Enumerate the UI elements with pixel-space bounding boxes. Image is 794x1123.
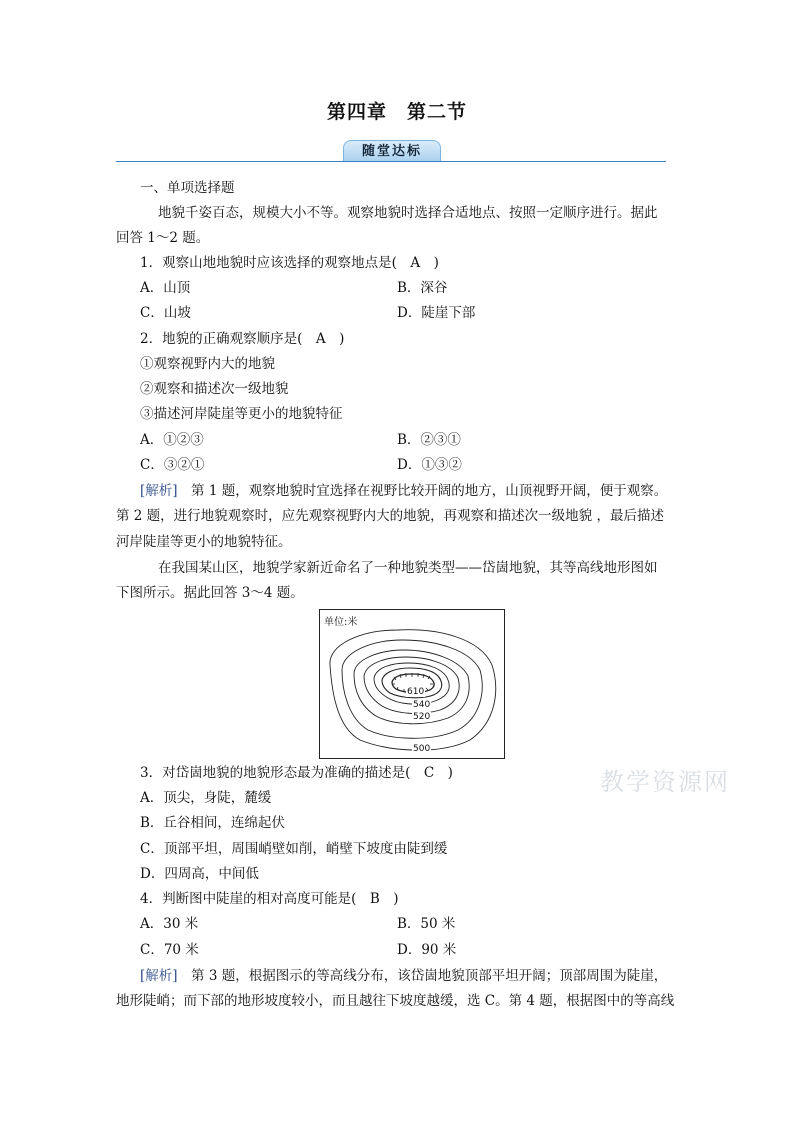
analysis2-line1 (140, 967, 667, 985)
analysis-tag: [解析] (140, 968, 178, 984)
intro1-line2: 回答 1～2 题。 (116, 230, 210, 246)
q3-option-a: A．顶尖，身陡，麓缓 (140, 790, 272, 806)
q2-statement-2: ②观察和描述次一级地貌 (140, 381, 289, 397)
contour-label-500: 500 (413, 744, 431, 754)
q4-stem: 4．判断图中陡崖的相对高度可能是( B ) (140, 891, 399, 907)
contour-label-610: 610 (407, 687, 425, 697)
contour-map (319, 609, 505, 759)
q1-option-c: C．山坡 (140, 305, 191, 321)
q4-option-a: A．30 米 (140, 916, 199, 932)
q4-option-d: D．90 米 (397, 942, 457, 958)
q2-option-d: D．①③② (397, 457, 462, 473)
analysis2-line2: 地形陡峭；而下部的地形坡度较小，而且越往下坡度越缓，选 C。第 4 题，根据图中的等高线 (116, 993, 675, 1009)
q2-statement-3: ③描述河岸陡崖等更小的地貌特征 (140, 406, 343, 422)
intro1-line1: 地貌千姿百态，规模大小不等。观察地貌时选择合适地点、按照一定顺序进行。据此 (158, 205, 658, 221)
q3-option-c: C．顶部平坦，周围峭壁如削，峭壁下坡度由陡到缓 (140, 841, 448, 857)
analysis1-line2: 第 2 题，进行地貌观察时，应先观察视野内大的地貌，再观察和描述次一级地貌 ，最后描述 (116, 508, 664, 524)
q4-option-c: C．70 米 (140, 942, 199, 958)
intro2-line2: 下图所示。据此回答 3～4 题。 (116, 585, 304, 601)
q2-stem: 2．地貌的正确观察顺序是( A ) (140, 331, 345, 347)
analysis1-line3: 河岸陡崖等更小的地貌特征。 (116, 534, 292, 550)
intro2-line1: 在我国某山区，地貌学家新近命名了一种地貌类型——岱崮地貌，其等高线地形图如 (158, 560, 658, 576)
q3-option-d: D．四周高，中间低 (140, 866, 259, 882)
q1-stem: 1．观察山地地貌时应该选择的观察地点是( A ) (140, 255, 439, 271)
q1-option-a: A．山顶 (140, 280, 191, 296)
watermark: 教学资源网 (600, 768, 730, 796)
q2-statement-1: ①观察视野内大的地貌 (140, 356, 275, 372)
q1-option-b: B．深谷 (397, 280, 448, 296)
analysis1-line1 (140, 482, 667, 500)
q2-option-b: B．②③① (397, 432, 461, 448)
header-divider (116, 161, 666, 162)
page-title: 第四章 第二节 (326, 101, 467, 123)
section-heading: 一、单项选择题 (140, 180, 235, 196)
contour-lines (320, 610, 504, 758)
q2-option-a: A．①②③ (140, 432, 204, 448)
contour-label-520: 520 (413, 712, 431, 722)
contour-label-540: 540 (413, 700, 431, 710)
q1-option-d: D．陡崖下部 (397, 305, 476, 321)
analysis-tag: [解析] (140, 483, 178, 499)
q3-stem: 3．对岱崮地貌的地貌形态最为准确的描述是( C ) (140, 765, 453, 781)
analysis2-text: 第 3 题，根据图示的等高线分布，该岱崮地貌顶部平坦开阔；顶部周围为陡崖， (177, 968, 668, 984)
q3-option-b: B．丘谷相间，连绵起伏 (140, 815, 285, 831)
map-unit-label: 单位:米 (324, 617, 358, 628)
section-badge: 随堂达标 (343, 140, 441, 162)
q2-option-c: C．③②① (140, 457, 205, 473)
analysis1-text: 第 1 题，观察地貌时宜选择在视野比较开阔的地方，山顶视野开阔，便于观察。 (177, 483, 668, 499)
q4-option-b: B．50 米 (397, 916, 456, 932)
